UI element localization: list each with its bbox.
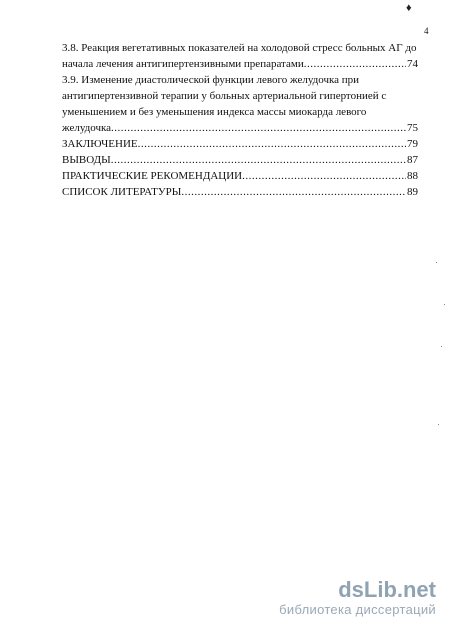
scan-speck xyxy=(436,262,437,263)
toc-entry-page: 74 xyxy=(407,58,418,70)
toc-leader-dots xyxy=(138,136,406,152)
toc-entry-title: ВЫВОДЫ xyxy=(62,154,111,166)
toc-entry-title: СПИСОК ЛИТЕРАТУРЫ xyxy=(62,186,182,198)
toc-entry xyxy=(62,72,418,136)
scan-speck xyxy=(441,346,442,347)
toc-entry-title: ЗАКЛЮЧЕНИЕ xyxy=(62,138,138,150)
toc-leader-dots xyxy=(111,152,406,168)
toc-entry-page: 88 xyxy=(407,170,418,182)
toc-entry xyxy=(62,40,418,72)
toc-entry-text: уменьшением и без уменьшения индекса массы миокарда левого xyxy=(62,106,367,118)
toc-leader-dots xyxy=(181,184,406,200)
toc-entry-title: начала лечения антигипертензивными препаратами xyxy=(62,58,304,70)
toc-entry-page: 75 xyxy=(407,122,418,134)
toc-entry-page: 87 xyxy=(407,154,418,166)
toc-leader-dots xyxy=(304,56,406,72)
toc-entry-last-line xyxy=(62,152,418,168)
toc-entry-title: ПРАКТИЧЕСКИЕ РЕКОМЕНДАЦИИ xyxy=(62,170,243,182)
watermark xyxy=(279,578,436,617)
toc-entry-last-line xyxy=(62,184,418,200)
table-of-contents xyxy=(62,40,418,200)
toc-entry-page: 89 xyxy=(407,186,418,198)
toc-entry-page: 79 xyxy=(407,138,418,150)
toc-entry-text: антигипертензивной терапии у больных артериальной гипертонией с xyxy=(62,90,387,102)
watermark-subtitle: библиотека диссертаций xyxy=(279,602,436,617)
toc-entry xyxy=(62,184,418,200)
scan-mark: ♦ xyxy=(406,2,412,14)
toc-entry-last-line xyxy=(62,56,418,72)
toc-leader-dots xyxy=(111,120,406,136)
toc-entry-last-line xyxy=(62,136,418,152)
watermark-logo: dsLib.net xyxy=(338,577,436,602)
toc-entry xyxy=(62,152,418,168)
toc-entry-text: 3.9. Изменение диастолической функции левого желудочка при xyxy=(62,74,360,86)
toc-leader-dots xyxy=(242,168,406,184)
toc-entry xyxy=(62,168,418,184)
toc-entry xyxy=(62,136,418,152)
page-number: 4 xyxy=(424,26,429,36)
toc-entry-last-line xyxy=(62,168,418,184)
toc-entry-text: 3.8. Реакция вегетативных показателей на холодовой стресс больных АГ до xyxy=(62,42,417,54)
scan-speck xyxy=(444,304,445,305)
toc-entry-title: желудочка xyxy=(62,122,112,134)
scan-speck xyxy=(438,424,439,425)
toc-entry-last-line xyxy=(62,120,418,136)
